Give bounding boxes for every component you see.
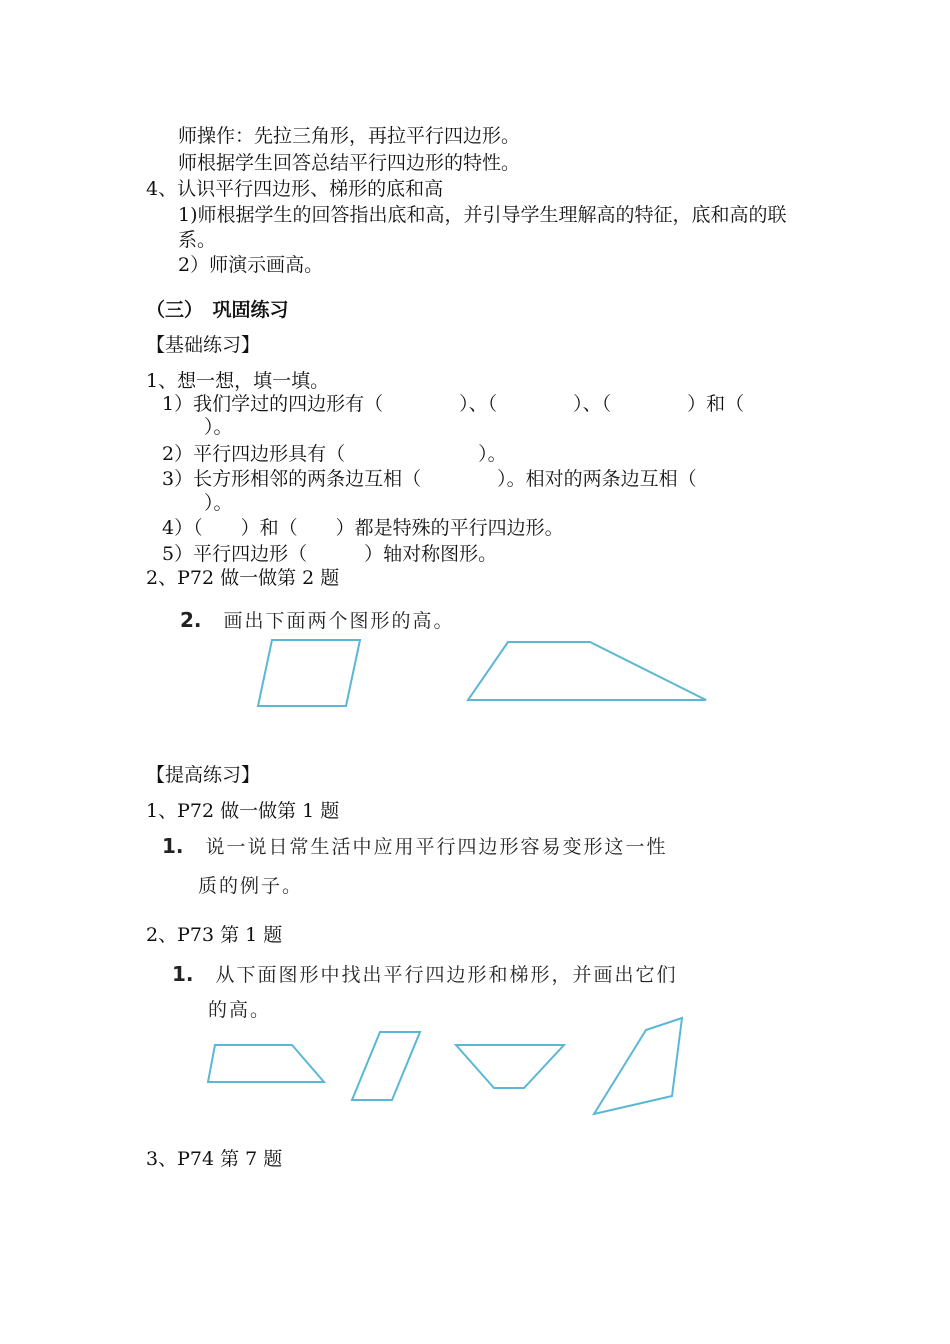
parallelogram-shape: [352, 1032, 420, 1100]
textbook-excerpt-adv1-line2: 质的例子。: [198, 875, 304, 897]
question-1-item-3-cont: ）。: [204, 492, 233, 514]
question-1-item-1: 1）我们学过的四边形有（ ）、（ ）、（ ）和（: [162, 393, 745, 415]
step4-item-2: 2）师演示画高。: [178, 254, 324, 276]
textbook-excerpt-adv2-line2: 的高。: [208, 999, 272, 1021]
trapezoid-shape: [208, 1045, 324, 1082]
parallelogram-shape: [258, 640, 360, 706]
question-2-title: 2、P72 做一做第 2 题: [146, 567, 340, 589]
question-1-item-3: 3）长方形相邻的两条边互相（ ）。相对的两条边互相（: [162, 468, 697, 490]
advanced-2-title: 2、P73 第 1 题: [146, 924, 283, 946]
excerpt-text: 画出下面两个图形的高。: [223, 610, 455, 632]
textbook-excerpt-adv2-line1: [172, 960, 678, 987]
advanced-3-title: 3、P74 第 7 题: [146, 1148, 283, 1170]
question-1-item-1-cont: ）。: [204, 416, 233, 438]
advanced-1-title: 1、P72 做一做第 1 题: [146, 800, 340, 822]
basic-practice-title: 【基础练习】: [146, 334, 261, 356]
intro-line-2: 师根据学生回答总结平行四边形的特性。: [178, 152, 521, 174]
quadrilateral-shape: [594, 1018, 682, 1114]
step4-title: 4、认识平行四边形、梯形的底和高: [146, 178, 444, 200]
question-1-item-5: 5）平行四边形（ ）轴对称图形。: [162, 543, 498, 565]
q2-figures: [240, 630, 720, 720]
step4-item-1: 1)师根据学生的回答指出底和高，并引导学生理解高的特征，底和高的联: [178, 204, 787, 226]
section-heading: （三） 巩固练习: [146, 299, 289, 321]
trapezoid-shape: [468, 642, 706, 700]
question-1-item-4: 4）（ ）和（ ）都是特殊的平行四边形。: [162, 517, 564, 539]
question-1-title: 1、想一想，填一填。: [146, 370, 330, 392]
excerpt-number: 1.: [162, 834, 184, 858]
advanced-practice-title: 【提高练习】: [146, 764, 261, 786]
trapezoid-shape: [456, 1045, 564, 1088]
step4-item-1-cont: 系。: [178, 229, 217, 251]
excerpt-text: 说一说日常生活中应用平行四边形容易变形这一性: [205, 836, 668, 858]
question-1-item-2: 2）平行四边形具有（ ）。: [162, 443, 507, 465]
excerpt-number: 2.: [180, 608, 202, 632]
adv2-figures: [200, 1010, 700, 1120]
intro-line-1: 师操作：先拉三角形，再拉平行四边形。: [178, 125, 521, 147]
textbook-excerpt-adv1-line1: [162, 832, 668, 859]
textbook-excerpt-q2: [180, 606, 455, 633]
excerpt-text: 从下面图形中找出平行四边形和梯形，并画出它们: [215, 964, 678, 986]
excerpt-number: 1.: [172, 962, 194, 986]
